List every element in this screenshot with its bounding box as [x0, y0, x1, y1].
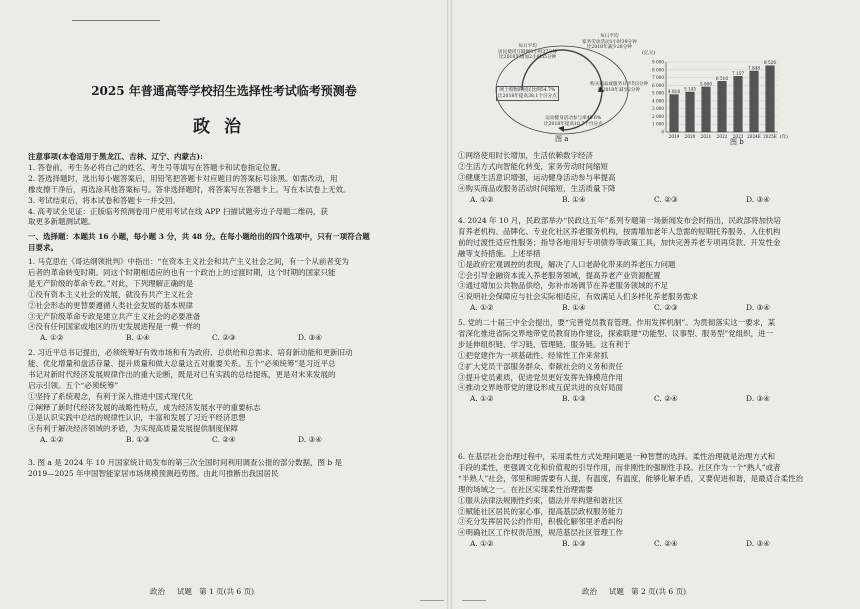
- y-axis-label: (亿元): [642, 51, 656, 56]
- question-line: ③充分发挥居民公约作用，积极化解邻里矛盾纠纷: [458, 517, 623, 527]
- question-1: [28, 257, 384, 344]
- figure-b-chart: [640, 48, 792, 144]
- right-page: [452, 0, 860, 609]
- question-line: ②赋能社区居民的家心事，提高基层政权服务能力: [458, 506, 623, 516]
- question-line: 4. 2024 年 10 月，民政部举办“民政这五年”系列专题第一场新闻发布会时指出，民政部将加快培: [458, 216, 781, 225]
- question-line: 理的场域之一。在社区实现柔性治理需要: [458, 484, 593, 494]
- y-tick-label: 0: [661, 129, 664, 135]
- answer-option: C. ②④: [212, 435, 236, 445]
- question-line: 融等支持措施。上述举措: [458, 248, 541, 258]
- y-tick-label: 7 000: [652, 75, 664, 81]
- question-line: ②会引导金融资本流入养老服务领域，提高养老产业资源配置: [458, 270, 661, 280]
- question-line: ①把党建作为一项基础性、经常性工作来常抓: [458, 350, 608, 360]
- question-line: 1. 马克思在《哥达纲领批判》中指出：“在资本主义社会和共产主义社会之间，有一个从前者变为: [28, 257, 349, 266]
- x-tick-label: 2024E: [747, 134, 761, 139]
- answer-option: A. ①②: [40, 435, 64, 445]
- answer-option: A. ①②: [470, 394, 494, 404]
- question-4: [458, 216, 838, 314]
- section-heading: [28, 232, 370, 254]
- figure-a-caption: 图 a: [555, 135, 569, 143]
- notice-block: [28, 152, 351, 228]
- question-line: ④推动交界地带党的建设形成互促共进的良好局面: [458, 383, 623, 393]
- notice-line: 1. 答卷前，考生务必将自己的姓名、考生号等填写在答题卡和试卷指定位置。: [28, 162, 286, 172]
- data-label: 5 145: [684, 86, 696, 92]
- answer-option: D. ③④: [746, 303, 770, 313]
- answer-option: C. ②③: [212, 333, 236, 343]
- answer-option: A. ①②: [470, 539, 494, 549]
- notice-line: 3. 考试结束后，将本试卷和答题卡一并交回。: [28, 195, 181, 205]
- x-tick-label: 2019: [668, 134, 680, 139]
- section-line: 目要求。: [28, 242, 58, 252]
- y-tick-label: 9 000: [652, 59, 664, 65]
- question-3-intro: [28, 458, 342, 480]
- question-6: [458, 452, 838, 550]
- exam-title: 2025 年普通高等学校招生选择性考试临考预测卷: [91, 84, 357, 98]
- data-label: 4 818: [668, 89, 680, 95]
- x-tick-label: 2021: [700, 134, 712, 139]
- question-line: 启示引领。五个“必须统筹”: [28, 380, 119, 390]
- x-tick-label: 2025E: [763, 134, 777, 139]
- bar-2025E: [766, 66, 775, 132]
- data-label: 8 526: [764, 60, 776, 66]
- answer-option: D. ③④: [746, 194, 770, 204]
- data-label: 7 157: [732, 70, 744, 76]
- bar-2021: [702, 87, 711, 132]
- question-line: ①网络使用时长增加，生活依赖数字经济: [458, 151, 593, 160]
- question-line: ③无产阶级革命专政是建立共产主义社会的必要准备: [28, 311, 201, 321]
- question-line: ①坚持了系统观念，有利于深入推进中国式现代化: [28, 391, 193, 401]
- data-label: 7 848: [748, 65, 760, 71]
- bar-chart-svg: [640, 48, 792, 144]
- question-line: ③健康生活意识增强，运动健身活动参与率提高: [458, 172, 616, 182]
- bar-2020: [686, 92, 695, 132]
- question-line: ③通过增加公共物品供给，弥补市场调节在养老服务领域的不足: [458, 281, 668, 291]
- question-line: ②扩大党员干部服务群众、奉献社会的义务和责任: [458, 361, 623, 371]
- section-line: 一、选择题：本题共 16 小题，每小题 3 分，共 48 分。在每小题给出的四个选项中，只有一项符合题: [28, 232, 370, 241]
- footer-left: 政治 试题 第 1 页(共 6 页): [150, 587, 255, 596]
- question-line: ③提升党员素质，促进党员更好发挥先锋模范作用: [458, 372, 623, 382]
- question-line: ②阐释了新时代经济发展的战略性特点，成为经济发展水平的重要标志: [28, 402, 261, 412]
- y-tick-label: 1 000: [652, 121, 664, 127]
- answer-option: B. ①④: [126, 333, 150, 343]
- answer-option: D. ③④: [298, 435, 322, 445]
- x-tick-label: 2022: [716, 134, 728, 139]
- answer-option: D. ③④: [746, 539, 770, 549]
- answer-option: D. ③④: [746, 394, 770, 404]
- answer-option: C. ②③: [654, 303, 678, 313]
- question-5: [458, 318, 838, 405]
- answer-option: B. ①④: [562, 303, 586, 313]
- question-line: 能、优化增量和盘活存量、提升质量和做大总量这五对重要关系。五个“必须统筹”是习近平总: [28, 358, 336, 368]
- y-tick-label: 5 000: [652, 90, 664, 96]
- question-line: 是无产阶级的革命专政。”对此，下列理解正确的是: [28, 278, 194, 288]
- bar-2024E: [750, 71, 759, 132]
- data-label: 5 800: [700, 81, 712, 87]
- question-line: 2019—2025 年中国智能家居市场规模预测趋势图。由此可推断出我国居民: [28, 468, 279, 478]
- answer-option: B. ①③: [126, 435, 150, 445]
- question-line: ④明确社区工作权责范围，规范基层社区管理工作: [458, 528, 623, 538]
- answer-option: A. ①②: [470, 303, 494, 313]
- question-line: 省深化推进省际交界地带党员教育协作建设，探索联建“功能型、议事型、服务型”党组织，进一: [458, 328, 774, 338]
- question-line: 步延伸组织链、学习链、管理链、服务链。这有利于: [458, 339, 631, 349]
- question-line: ②生活方式向智能化转变，家务劳动时间缩短: [458, 161, 608, 171]
- question-3-statements: [458, 151, 838, 206]
- question-line: ④说明社会保障应与社会实际相适应，有效满足人们多样化养老服务需求: [458, 292, 698, 302]
- x-tick-label: 2020: [684, 134, 696, 139]
- answer-option: B. ①③: [562, 394, 586, 404]
- subject-title: 政治: [193, 117, 255, 137]
- fig-a-item: 运动健身活动参与率49.6% 比2018年提高18.7个百分点: [544, 116, 603, 127]
- question-line: 前的过渡性适应性服务；指导各地用好专项债券等政策工具，加快完善养老专项再贷款、开发性金: [458, 237, 781, 247]
- notice-line: 取更多新题测试题。: [28, 217, 96, 227]
- y-tick-label: 8 000: [652, 67, 664, 73]
- question-line: ④购买商品或服务活动时间缩短，生活质量下降: [458, 183, 616, 193]
- x-axis-label: (年): [780, 135, 788, 140]
- question-line: 2. 习近平总书记提出，必须统筹好有效市场和有为政府、总供给和总需求、培育新动能和更新旧动: [28, 348, 353, 357]
- answer-option: C. ②④: [654, 394, 678, 404]
- question-line: ②社会形态的更替要遵循人类社会发展的基本规律: [28, 300, 193, 310]
- answer-option: A. ①②: [470, 194, 494, 204]
- data-label: 6 516: [716, 75, 728, 81]
- figure-b-caption: 图 b: [730, 138, 744, 146]
- question-line: ④有利于解决经济领域的矛盾，为实现高质量发展提供制度保障: [28, 424, 238, 434]
- answer-option: B. ①③: [562, 539, 586, 549]
- y-tick-label: 4 000: [652, 98, 664, 104]
- question-line: 育养老机构、品牌化、专业化社区养老服务机构，按需增加老年人急需的短期托养服务、入住机构: [458, 226, 781, 236]
- question-line: 3. 图 a 是 2024 年 10 月国家统计局发布的第三次全国时间利用调查公报的部分数据，图 b 是: [28, 458, 343, 467]
- x-tick-label: 2023: [732, 134, 744, 139]
- question-line: 书记对新时代经济发展规律作出的重大论断，既是对已有实践的总结提炼，更是对未来发展的: [28, 369, 336, 379]
- answer-option: A. ①②: [40, 333, 64, 343]
- footer-right: 政治 试题 第 2 页(共 6 页): [582, 587, 687, 596]
- notice-line: 2. 答选择题时，选出每小题答案后，用铅笔把答题卡对应题目的答案标号涂黑。如需改动，用: [28, 173, 338, 183]
- question-line: “半熟人”社会，邻里和睦需要有人提，有温度，有温度，能够化解矛盾，又要促进和谐，是最适合柔性治: [458, 473, 804, 483]
- question-line: 5. 党的二十届三中全会提出，要“完善党员教育管理、作用发挥机制”。为贯彻落实这一要求，某: [458, 318, 776, 327]
- notice-line: 橡皮擦干净后，再选涂其他答案标号。答非选择题时，将答案写在答题卡上。写在本试卷上无效。: [28, 184, 351, 194]
- answer-option: C. ②④: [654, 539, 678, 549]
- question-line: ①没有资本主义社会的发展，就没有共产主义社会: [28, 289, 193, 299]
- y-tick-label: 2 000: [652, 113, 664, 119]
- fig-a-item: 每日平均 居民使用互联网5小时37分钟 比2018年增加2小时55分钟: [498, 44, 558, 61]
- fig-a-item: 每日平均 家务劳动活动1小时39分钟 比2018年减少28分钟: [582, 34, 637, 51]
- y-tick-label: 3 000: [652, 106, 664, 112]
- notice-line: 注意事项(本卷适用于黑龙江、吉林、辽宁、内蒙古):: [28, 152, 203, 161]
- question-line: 6. 在基层社会治理过程中，采用柔性方式处理问题是一种智慧的选择。柔性治理就是治理方式和: [458, 452, 776, 461]
- y-tick-label: 6 000: [652, 82, 664, 88]
- corner-line: [72, 20, 160, 21]
- answer-option: B. ①④: [562, 194, 586, 204]
- bar-2019: [670, 95, 679, 132]
- bar-2022: [718, 81, 727, 132]
- bar-2023: [734, 76, 743, 132]
- question-line: ①服从法律法规刚性约束，德法并举构建和谐社区: [458, 495, 623, 505]
- question-line: ③是认识实践中总结的规律性认识，丰富和发展了习近平经济思想: [28, 413, 246, 423]
- answer-option: C. ②③: [654, 194, 678, 204]
- question-line: 手段的柔性，更强调文化和价值观的引导作用，而非刚性的强制性手段。社区作为一个“熟人”或者: [458, 462, 781, 472]
- notice-line: 4. 高考试全见证：正版临考预测卷用户使用考试在线 APP 扫描试题旁边子母题二维码，获: [28, 206, 328, 216]
- fig-a-item: 网上购物的居民比例54.7% 比2018年提高38.1个百分点: [496, 86, 559, 101]
- question-line: ④没有任何国家或地区的历史发展进程是一模一样的: [28, 322, 201, 332]
- question-line: 后者的革命转变时期。同这个时期相适应的也有一个政治上的过渡时期，这个时期的国家只能: [28, 267, 336, 277]
- fig-a-item: 购买商品或服务日平均3分钟 比2018年减少2分钟: [590, 82, 649, 93]
- answer-option: D. ③④: [298, 333, 322, 343]
- question-line: ①是政府宏观调控的表现，解决了人口老龄化带来的养老压力问题: [458, 259, 676, 269]
- question-2: [28, 348, 384, 446]
